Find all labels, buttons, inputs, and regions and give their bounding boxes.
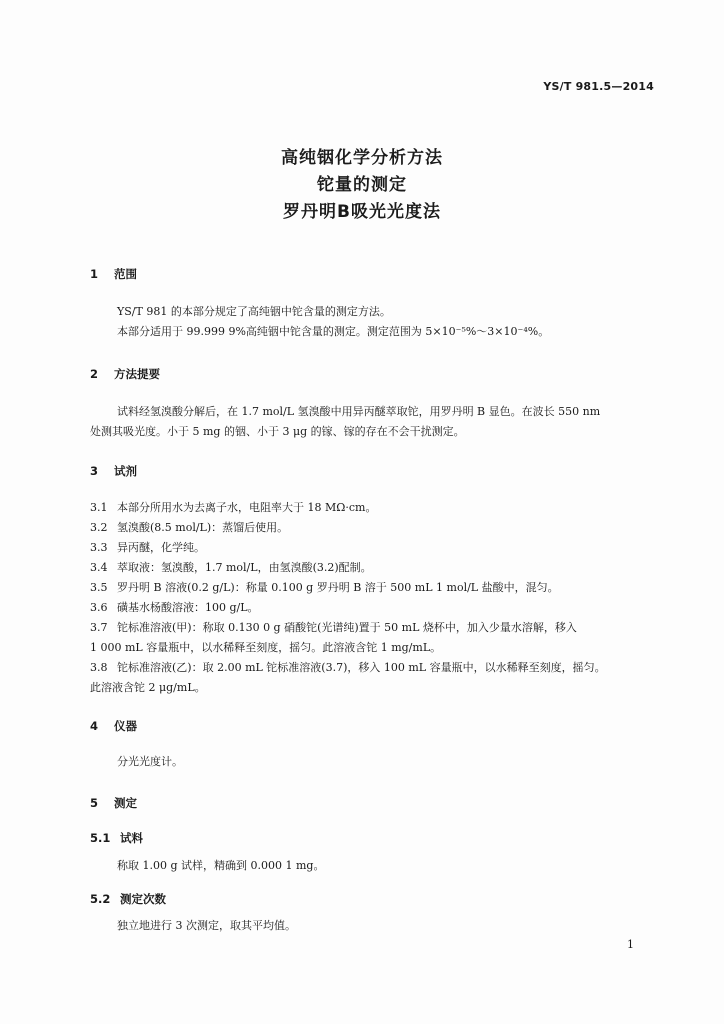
reagent-item-continuation: 1 000 mL 容量瓶中，以水稀释至刻度，摇匀。此溶液含铊 1 mg/mL。 <box>90 641 442 654</box>
section-heading-apparatus <box>90 718 137 734</box>
section-number: 5 <box>90 796 99 810</box>
section-title: 方法提要 <box>114 367 160 381</box>
item-text: 异丙醚，化学纯。 <box>117 541 205 554</box>
section-heading-reagents <box>90 463 137 479</box>
reagent-item <box>90 598 259 618</box>
subsection-title: 试料 <box>120 831 143 845</box>
reagent-item <box>90 538 205 558</box>
method-paragraph-line-1: 试料经氢溴酸分解后，在 1.7 mol/L 氢溴酸中用异丙醚萃取铊，用罗丹明 B 显色。在波长 550 nm <box>117 405 601 418</box>
method-paragraph-line-2: 处测其吸光度。小于 5 mg 的铟、小于 3 μg 的镓、镓的存在不会干扰测定。 <box>90 425 465 438</box>
document-title <box>0 145 724 226</box>
item-number: 3.4 <box>90 561 108 574</box>
determinations-paragraph: 独立地进行 3 次测定，取其平均值。 <box>117 919 296 932</box>
item-number: 3.3 <box>90 541 108 554</box>
reagent-item-continuation: 此溶液含铊 2 μg/mL。 <box>90 681 206 694</box>
section-title: 仪器 <box>114 719 137 733</box>
standard-code: YS/T 981.5—2014 <box>543 80 654 93</box>
reagent-item <box>90 498 376 518</box>
title-line-1: 高纯铟化学分析方法 <box>281 148 443 168</box>
section-heading-determination <box>90 795 137 811</box>
item-text: 磺基水杨酸溶液：100 g/L。 <box>117 601 259 614</box>
title-line-3: 罗丹明B吸光光度法 <box>283 202 441 222</box>
item-number: 3.5 <box>90 581 108 594</box>
section-title: 范围 <box>114 267 137 281</box>
item-number: 3.1 <box>90 501 108 514</box>
subsection-number: 5.2 <box>90 892 111 906</box>
section-title: 试剂 <box>114 464 137 478</box>
item-text: 萃取液：氢溴酸，1.7 mol/L，由氢溴酸(3.2)配制。 <box>117 561 372 574</box>
title-line-2: 铊量的测定 <box>317 175 407 195</box>
reagent-item <box>90 618 577 638</box>
section-number: 3 <box>90 464 99 478</box>
item-number: 3.2 <box>90 521 108 534</box>
section-number: 2 <box>90 367 99 381</box>
subsection-number: 5.1 <box>90 831 111 845</box>
reagent-item <box>90 658 606 678</box>
section-title: 测定 <box>114 796 137 810</box>
item-text: 铊标准溶液(甲)：称取 0.130 0 g 硝酸铊(光谱纯)置于 50 mL 烧杯中，加入少量水溶解，移入 <box>117 621 577 634</box>
subsection-heading-sample <box>90 830 143 846</box>
item-text: 铊标准溶液(乙)：取 2.00 mL 铊标准溶液(3.7)，移入 100 mL 容量瓶中，以水稀释至刻度，摇匀。 <box>117 661 606 674</box>
section-number: 4 <box>90 719 99 733</box>
section-heading-method <box>90 366 160 382</box>
section-heading-scope <box>90 266 137 282</box>
subsection-heading-number-of-determinations <box>90 891 166 907</box>
reagent-item <box>90 558 372 578</box>
sample-paragraph: 称取 1.00 g 试样，精确到 0.000 1 mg。 <box>117 859 325 872</box>
reagent-item <box>90 578 559 598</box>
apparatus-paragraph: 分光光度计。 <box>117 755 183 768</box>
item-number: 3.8 <box>90 661 108 674</box>
scope-paragraph-2: 本部分适用于 99.999 9%高纯铟中铊含量的测定。测定范围为 5×10⁻⁵%～3×10⁻⁴%。 <box>117 325 550 338</box>
section-number: 1 <box>90 267 99 281</box>
item-text: 本部分所用水为去离子水，电阻率大于 18 MΩ·cm。 <box>117 501 377 514</box>
reagent-item <box>90 518 288 538</box>
page-number: 1 <box>627 938 634 951</box>
item-text: 罗丹明 B 溶液(0.2 g/L)：称量 0.100 g 罗丹明 B 溶于 500 mL 1 mol/L 盐酸中，混匀。 <box>117 581 559 594</box>
scope-paragraph-1: YS/T 981 的本部分规定了高纯铟中铊含量的测定方法。 <box>117 305 391 318</box>
item-number: 3.6 <box>90 601 108 614</box>
item-number: 3.7 <box>90 621 108 634</box>
subsection-title: 测定次数 <box>120 892 166 906</box>
item-text: 氢溴酸(8.5 mol/L)：蒸馏后使用。 <box>117 521 289 534</box>
